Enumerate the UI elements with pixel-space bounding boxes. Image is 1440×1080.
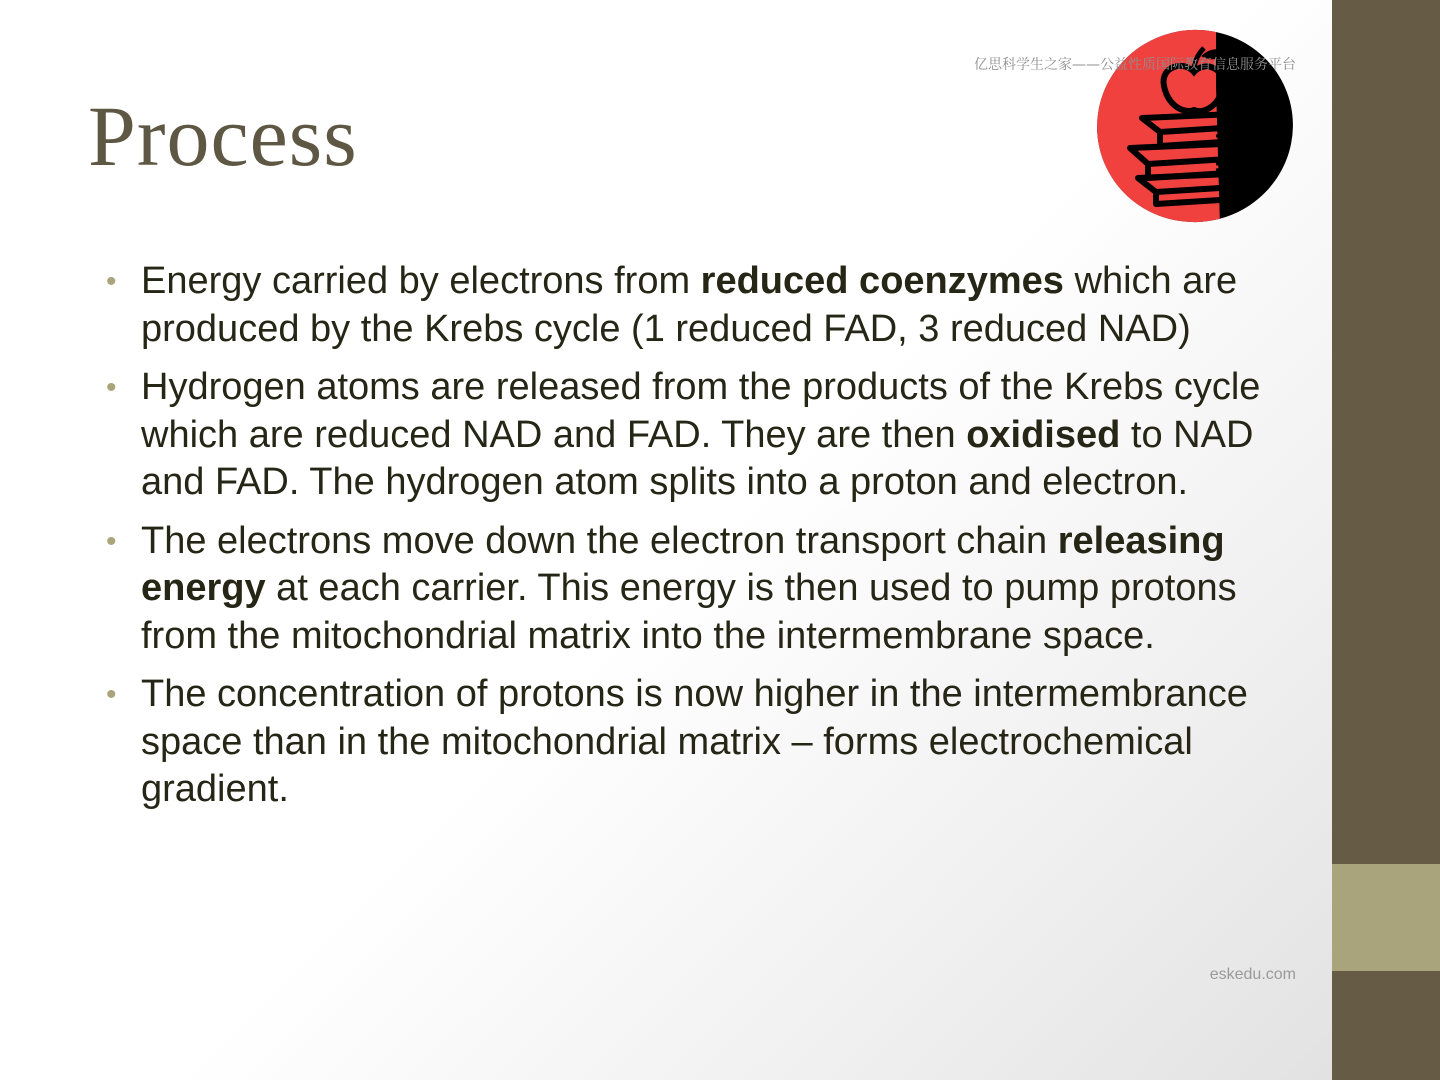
bullet-text-part: The electrons move down the electron transport chain xyxy=(141,519,1058,562)
bullet-text-part: at each carrier. This energy is then used to pump protons from the mitochondrial matrix into the intermembrane space. xyxy=(141,567,1237,657)
watermark-text: 亿思科学生之家——公益性质国际教育信息服务平台 xyxy=(974,57,1296,73)
bullet-text-part: Energy carried by electrons from xyxy=(141,260,701,302)
footer-url: eskedu.com xyxy=(1209,966,1296,983)
bullet-text-part: which are produced by the Krebs cycle (1 reduced FAD, 3 reduced NAD) xyxy=(141,260,1238,350)
bullet-text-bold: oxidised xyxy=(966,413,1121,456)
bullet-item xyxy=(106,364,1276,507)
bullet-item xyxy=(106,671,1276,814)
bullet-item xyxy=(106,518,1276,661)
bullet-text-part: The concentration of protons is now higher in the intermembrance space than in the mitochondrial matrix – forms electrochemical gradient. xyxy=(141,673,1248,810)
bullet-dot: • xyxy=(106,678,117,711)
sidebar-accent-block xyxy=(1332,864,1440,971)
bullet-list xyxy=(106,258,1276,825)
slide-title: Process xyxy=(88,88,358,184)
bullet-text-part: to NAD and FAD. The hydrogen atom splits into a proton and electron. xyxy=(141,413,1254,503)
bullet-item xyxy=(106,258,1276,353)
bullet-dot: • xyxy=(106,371,117,404)
bullet-text-part: Hydrogen atoms are released from the products of the Krebs cycle which are reduced NAD and FAD. They are then xyxy=(141,366,1261,456)
bullet-dot: • xyxy=(106,265,117,298)
bullet-dot: • xyxy=(106,524,117,558)
bullet-text-bold: reduced coenzymes xyxy=(700,260,1064,302)
bullet-text-bold: releasing energy xyxy=(141,519,1225,609)
